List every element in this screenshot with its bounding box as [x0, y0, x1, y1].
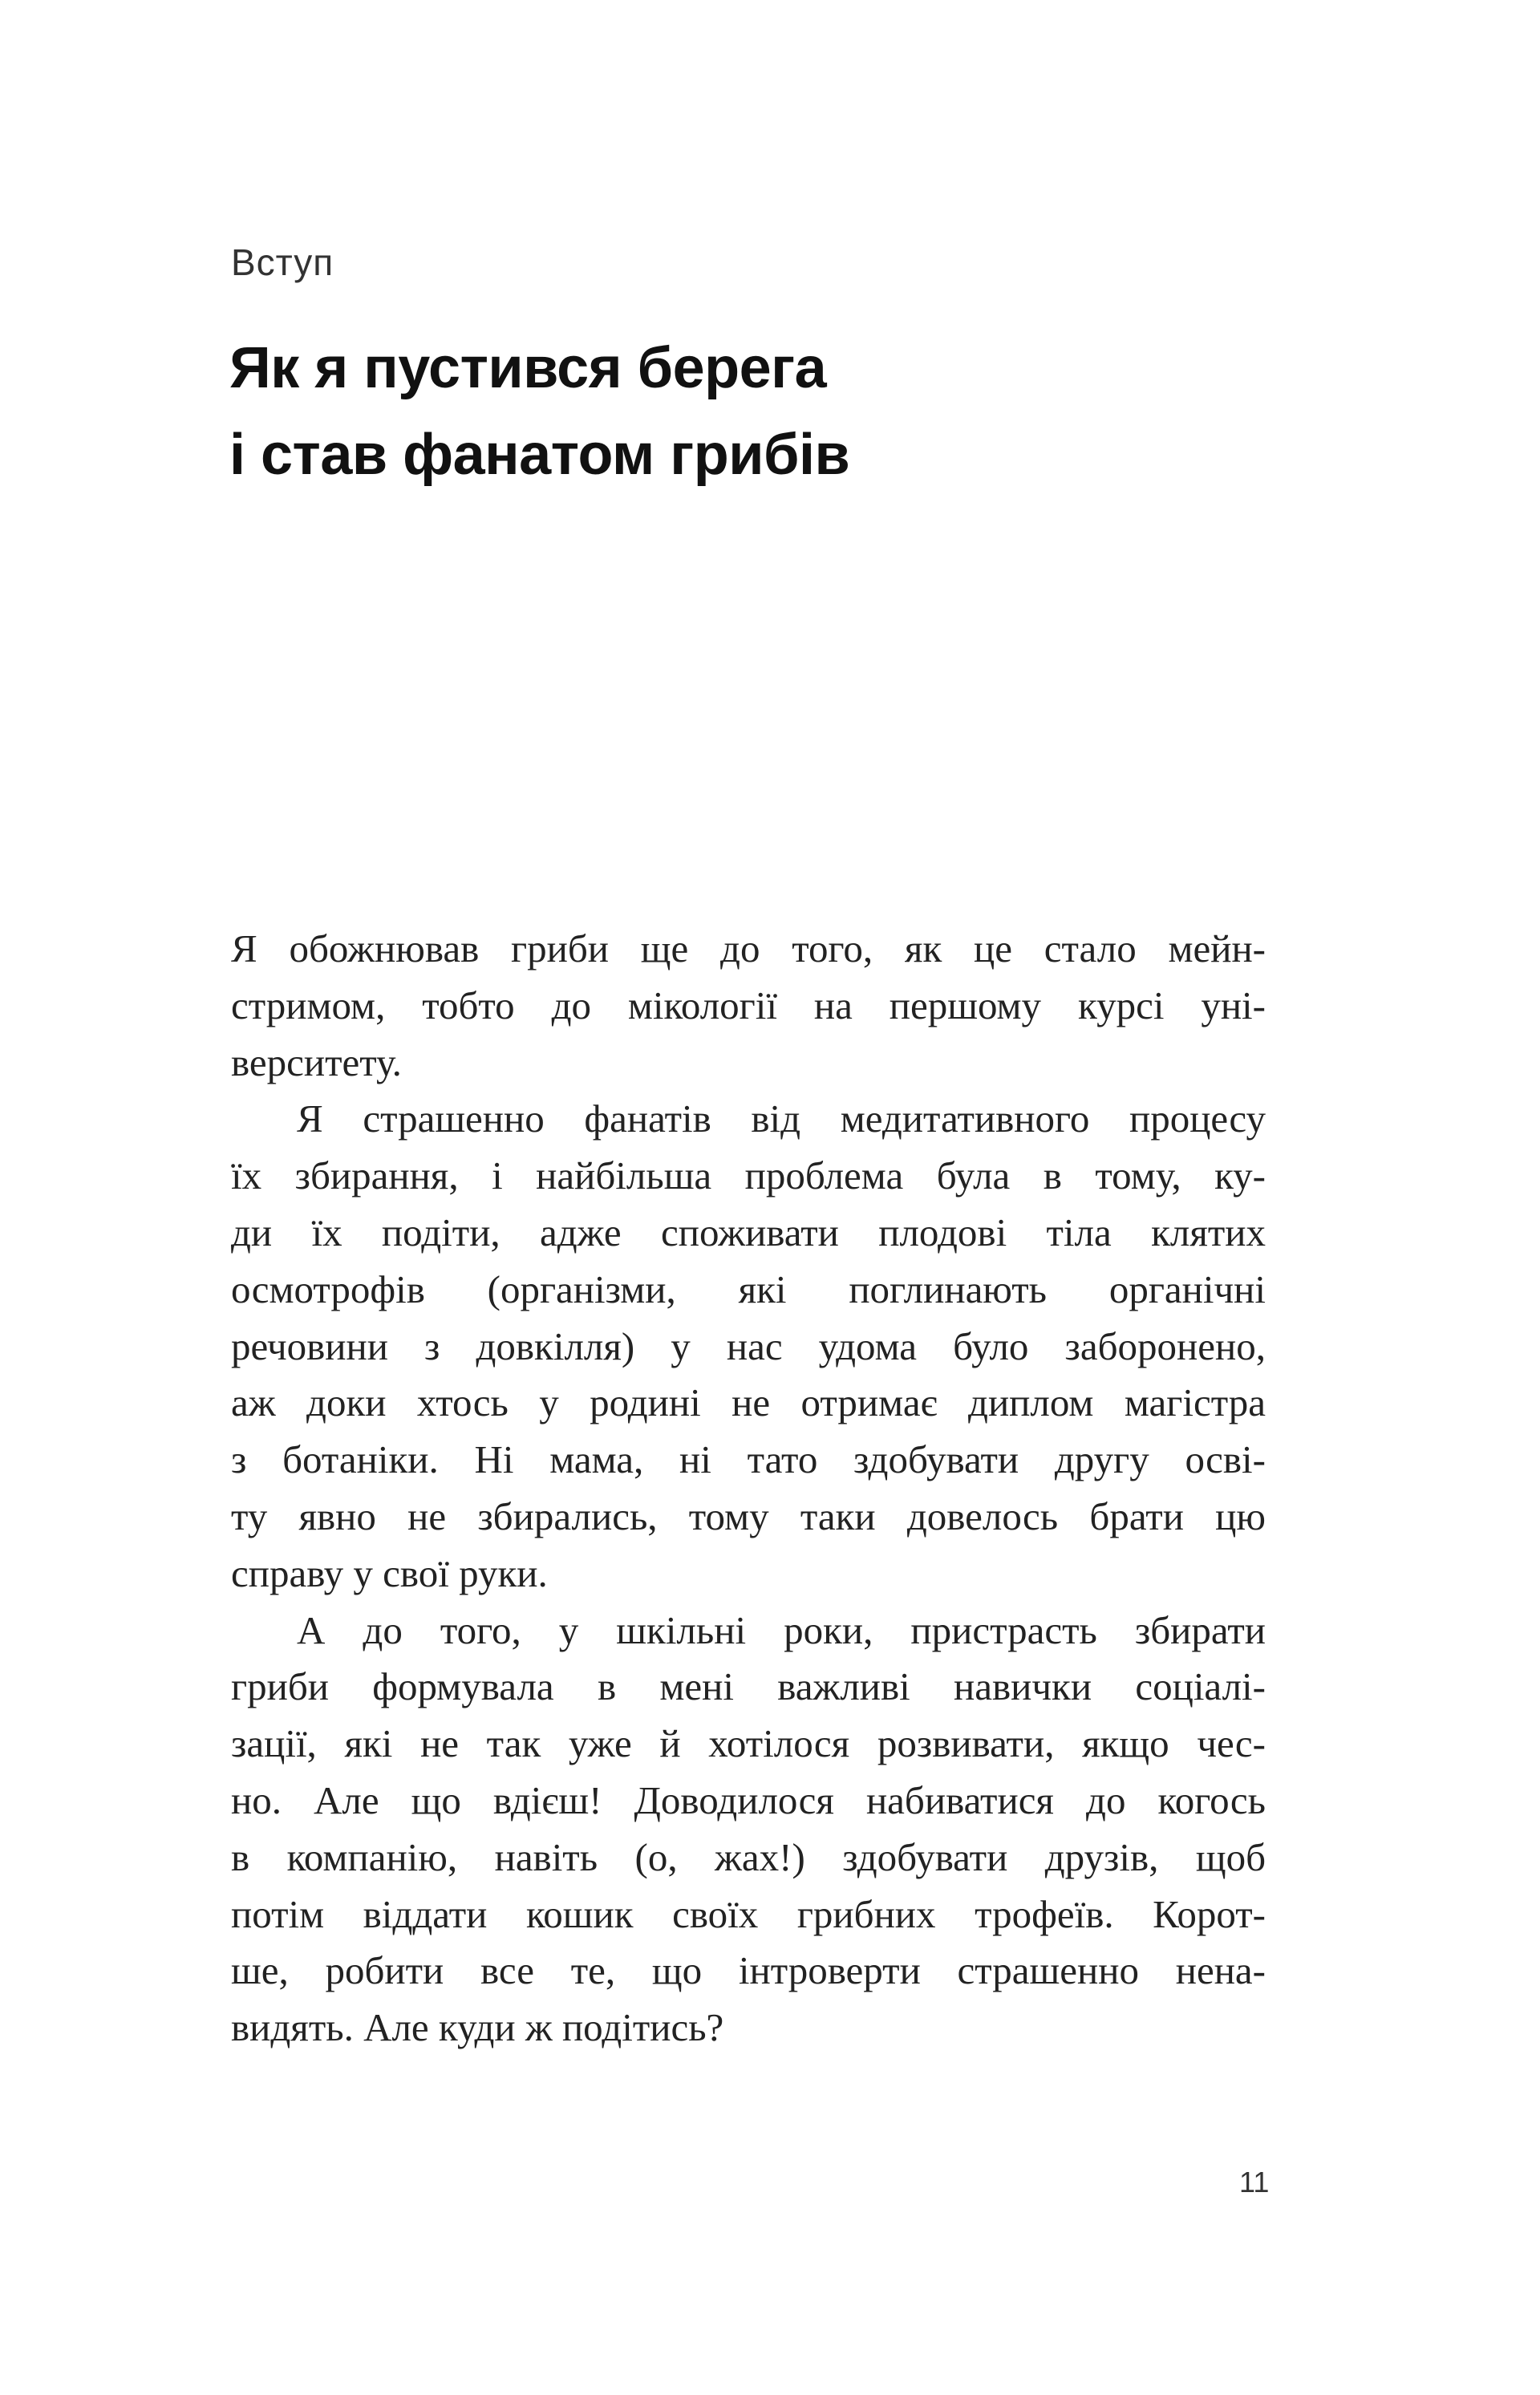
page-number: 11 [1239, 2166, 1270, 2198]
text-line: но. Але що вдієш! Доводилося набиватися до когось [231, 1777, 1266, 1822]
chapter-label: Вступ [231, 241, 334, 283]
text-line: з ботаніки. Ні мама, ні тато здобувати другу осві- [231, 1437, 1266, 1482]
text-line: ше, робити все те, що інтроверти страшенно нена- [231, 1948, 1266, 1993]
text-line: А до того, у шкільні роки, пристрасть збирати [297, 1607, 1266, 1652]
text-line: ди їх подіти, адже споживати плодові тіла клятих [231, 1210, 1266, 1254]
text-line: осмотрофів (організми, які поглинають органічні [231, 1266, 1266, 1311]
chapter-title [229, 325, 849, 498]
text-line: зації, які не так уже й хотілося розвивати, якщо чес- [231, 1721, 1266, 1766]
text-line: речовини з довкілля) у нас удома було заборонено, [231, 1323, 1266, 1368]
text-line: гриби формувала в мені важливі навички соціалі- [231, 1664, 1266, 1709]
text-line: видять. Але куди ж подітись? [231, 2005, 724, 2050]
text-line: справу у свої руки. [231, 1550, 548, 1595]
text-line: ту явно не збирались, тому таки довелось брати цю [231, 1493, 1266, 1538]
title-line: Як я пустився берега [229, 336, 827, 400]
text-line: Я обожнював гриби ще до того, як це стало мейн- [231, 926, 1266, 971]
body-text [231, 921, 1266, 2057]
title-line: і став фанатом грибів [229, 423, 850, 487]
text-line: Я страшенно фанатів від медитативного процесу [297, 1096, 1266, 1141]
text-line: стримом, тобто до мікології на першому курсі уні- [231, 983, 1266, 1027]
text-line: в компанію, навіть (о, жах!) здобувати друзів, щоб [231, 1834, 1266, 1879]
text-line: верситету. [231, 1039, 402, 1084]
text-line: потім віддати кошик своїх грибних трофеїв. Корот- [231, 1891, 1266, 1936]
text-line: їх збирання, і найбільша проблема була в тому, ку- [231, 1153, 1266, 1198]
text-line: аж доки хтось у родині не отримає диплом магістра [231, 1380, 1266, 1425]
